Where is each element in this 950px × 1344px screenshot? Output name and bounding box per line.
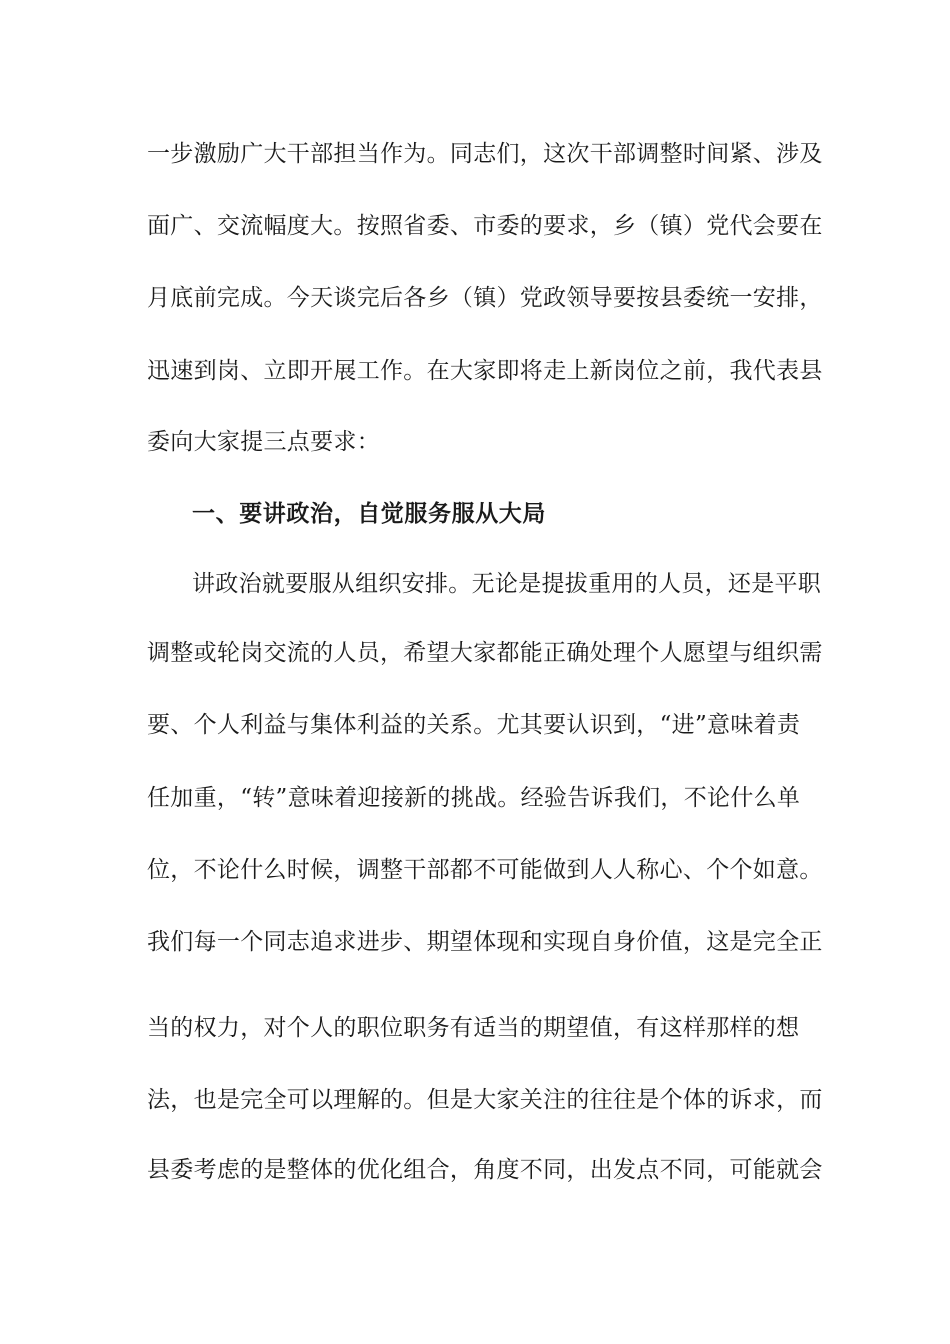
text-line: 位，不论什么时候，调整干部都不可能做到人人称心、个个如意。: [147, 857, 823, 883]
text-line: 月底前完成。今天谈完后各乡（镇）党政领导要按县委统一安排，: [147, 285, 823, 311]
text-line: 委向大家提三点要求：: [147, 429, 380, 455]
text-line: 县委考虑的是整体的优化组合，角度不同，出发点不同，可能就会: [147, 1157, 823, 1183]
text-line: 迅速到岗、立即开展工作。在大家即将走上新岗位之前，我代表县: [147, 358, 823, 384]
text-line: 当的权力，对个人的职位职务有适当的期望值，有这样那样的想: [147, 1015, 800, 1041]
text-line: 要、个人利益与集体利益的关系。尤其要认识到，“进”意味着责: [147, 712, 801, 738]
text-line: 讲政治就要服从组织安排。无论是提拔重用的人员，还是平职: [192, 571, 822, 597]
text-line: 任加重，“转”意味着迎接新的挑战。经验告诉我们，不论什么单: [147, 785, 801, 811]
section-heading: 一、要讲政治，自觉服务服从大局: [192, 501, 546, 527]
text-line: 面广、交流幅度大。按照省委、市委的要求，乡（镇）党代会要在: [147, 213, 823, 239]
text-line: 我们每一个同志追求进步、期望体现和实现自身价值，这是完全正: [147, 929, 823, 955]
text-line: 调整或轮岗交流的人员，希望大家都能正确处理个人愿望与组织需: [147, 640, 823, 666]
text-line: 一步激励广大干部担当作为。同志们，这次干部调整时间紧、涉及: [147, 141, 823, 167]
text-line: 法，也是完全可以理解的。但是大家关注的往往是个体的诉求，而: [147, 1087, 823, 1113]
